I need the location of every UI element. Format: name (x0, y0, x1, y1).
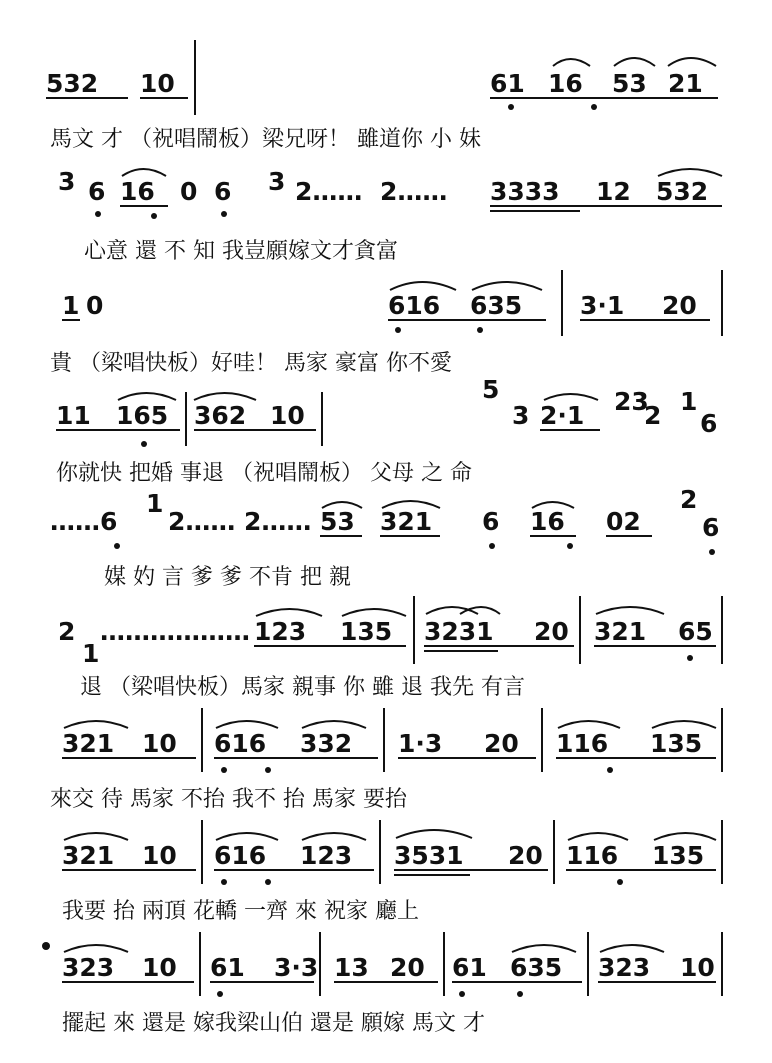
note-group: 616 (388, 291, 441, 320)
slur (216, 833, 278, 840)
note-group: 53 (320, 507, 355, 536)
note-group: ……………… (100, 617, 250, 646)
score-row-5 (50, 485, 719, 590)
octave-dot (591, 104, 597, 110)
lyrics-line: 退 （梁唱快板）馬家 親事 你 雖 退 我先 有言 (80, 675, 525, 700)
note-group: 116 (566, 841, 619, 870)
note-group: 3 (58, 167, 76, 196)
slur (596, 607, 664, 614)
note-group: 20 (484, 729, 519, 758)
octave-dot (265, 767, 271, 773)
score-row-4 (56, 375, 717, 486)
note-group: 6 (702, 513, 720, 542)
note-group: 1 (146, 489, 164, 518)
octave-dot (114, 543, 120, 549)
note-group: 2…… (244, 507, 312, 536)
note-group: 123 (254, 617, 307, 646)
score-row-6 (58, 596, 722, 700)
note-group: 65 (678, 617, 713, 646)
note-group: 321 (62, 841, 115, 870)
octave-dot (607, 767, 613, 773)
note-group: 6 (88, 177, 106, 206)
lyrics-line: 擺起 來 還是 嫁我梁山伯 還是 願嫁 馬文 才 (62, 1011, 485, 1036)
slur (654, 833, 716, 840)
note-group: 165 (116, 401, 169, 430)
note-group: 10 (140, 69, 175, 98)
note-group: 635 (510, 953, 563, 982)
note-group: 1 (680, 387, 698, 416)
note-group: 16 (120, 177, 155, 206)
octave-dot (221, 879, 227, 885)
note-group: 10 (270, 401, 305, 430)
ink-dot (42, 942, 50, 950)
note-group: 6 (700, 409, 718, 438)
octave-dot (489, 543, 495, 549)
note-group: 11 (56, 401, 91, 430)
note-group: 1 (82, 639, 100, 668)
note-group: 2…… (295, 177, 363, 206)
note-group: 61 (452, 953, 487, 982)
note-group: 3 (268, 167, 286, 196)
note-group: 3231 (424, 617, 494, 646)
note-group: 10 (680, 953, 715, 982)
note-group: 3333 (490, 177, 560, 206)
lyrics-line: 心意 還 不 知 我豈願嫁文才貪富 (84, 239, 398, 264)
lyrics-line: 你就快 把婚 事退 （祝唱鬧板） 父母 之 命 (56, 461, 472, 486)
slur (302, 833, 366, 840)
note-group: 5 (482, 375, 500, 404)
note-group: 2…… (380, 177, 448, 206)
note-group: 616 (214, 729, 267, 758)
note-group: 532 (46, 69, 99, 98)
lyrics-line: 貴 （梁唱快板）好哇！ 馬家 豪富 你不愛 (50, 351, 452, 376)
note-group: 0 (180, 177, 198, 206)
note-group: 323 (62, 953, 115, 982)
note-group: 321 (380, 507, 433, 536)
note-group: 10 (142, 953, 177, 982)
note-group: 321 (62, 729, 115, 758)
slur (558, 721, 620, 728)
slur (600, 945, 664, 952)
octave-dot (221, 211, 227, 217)
slur (216, 721, 278, 728)
score-row-1 (46, 40, 718, 152)
octave-dot (221, 767, 227, 773)
note-group: 116 (556, 729, 609, 758)
note-group: 16 (548, 69, 583, 98)
note-group: 3531 (394, 841, 464, 870)
note-group: 61 (210, 953, 245, 982)
slur (614, 58, 655, 66)
octave-dot (265, 879, 271, 885)
note-group: 12 (596, 177, 631, 206)
slur (122, 169, 166, 176)
note-group: 0 (86, 291, 104, 320)
note-group: 10 (142, 729, 177, 758)
note-group: 2…… (168, 507, 236, 536)
octave-dot (95, 211, 101, 217)
note-group: 61 (490, 69, 525, 98)
score-row-3 (50, 270, 722, 376)
slur (652, 721, 716, 728)
octave-dot (151, 213, 157, 219)
note-group: 635 (470, 291, 523, 320)
octave-dot (517, 991, 523, 997)
note-group: 135 (652, 841, 705, 870)
octave-dot (709, 549, 715, 555)
score-row-9 (42, 932, 722, 1036)
slur (568, 833, 628, 840)
slur (658, 169, 722, 176)
note-group: 2 (680, 485, 698, 514)
slur (194, 393, 256, 400)
note-group: 16 (530, 507, 565, 536)
octave-dot (477, 327, 483, 333)
note-group: 3·3 (274, 953, 319, 982)
octave-dot (617, 879, 623, 885)
note-group: 2·1 (540, 401, 585, 430)
score-row-2 (58, 167, 722, 264)
note-group: 1·3 (398, 729, 443, 758)
slur (390, 282, 456, 290)
note-group: 6 (482, 507, 500, 536)
octave-dot (459, 991, 465, 997)
note-group: 10 (142, 841, 177, 870)
note-group: 53 (612, 69, 647, 98)
note-group: 3 (512, 401, 530, 430)
octave-dot (395, 327, 401, 333)
note-group: 1 (62, 291, 80, 320)
lyrics-line: 我要 抬 兩頂 花轎 一齊 來 祝家 廳上 (62, 899, 419, 924)
slur (118, 393, 176, 400)
score-row-8 (62, 820, 722, 924)
slur (256, 609, 322, 616)
slur (396, 830, 472, 838)
lyrics-line: 媒 妁 言 爹 爹 不肯 把 親 (104, 565, 351, 590)
slur (64, 833, 128, 840)
note-group: 321 (594, 617, 647, 646)
slur (512, 945, 576, 952)
note-group: 20 (662, 291, 697, 320)
note-group: 13 (334, 953, 369, 982)
slur (302, 721, 366, 728)
slur (342, 609, 406, 616)
note-group: 20 (390, 953, 425, 982)
note-group: 123 (300, 841, 353, 870)
note-group: 21 (668, 69, 703, 98)
note-group: ……6 (50, 507, 118, 536)
slur (64, 721, 128, 728)
slur (544, 394, 598, 400)
note-group: 332 (300, 729, 353, 758)
lyrics-line: 馬文 才 （祝唱鬧板）梁兄呀！ 雖道你 小 妹 (50, 127, 481, 152)
octave-dot (141, 441, 147, 447)
note-group: 135 (340, 617, 393, 646)
note-group: 532 (656, 177, 709, 206)
note-group: 23 (614, 387, 649, 416)
note-group: 2 (644, 401, 662, 430)
lyrics-line: 來交 待 馬家 不抬 我不 抬 馬家 要抬 (50, 787, 407, 812)
note-group: 616 (214, 841, 267, 870)
note-group: 323 (598, 953, 651, 982)
note-group: 20 (508, 841, 543, 870)
note-group: 6 (214, 177, 232, 206)
note-group: 2 (58, 617, 76, 646)
slur (64, 945, 128, 952)
note-group: 20 (534, 617, 569, 646)
slur (472, 282, 542, 290)
slur (668, 58, 716, 66)
slur (553, 59, 590, 66)
octave-dot (508, 104, 514, 110)
octave-dot (567, 543, 573, 549)
note-group: 135 (650, 729, 703, 758)
octave-dot (687, 655, 693, 661)
note-group: 3·1 (580, 291, 625, 320)
octave-dot (217, 991, 223, 997)
score-row-7 (50, 708, 722, 812)
note-group: 02 (606, 507, 641, 536)
note-group: 362 (194, 401, 247, 430)
